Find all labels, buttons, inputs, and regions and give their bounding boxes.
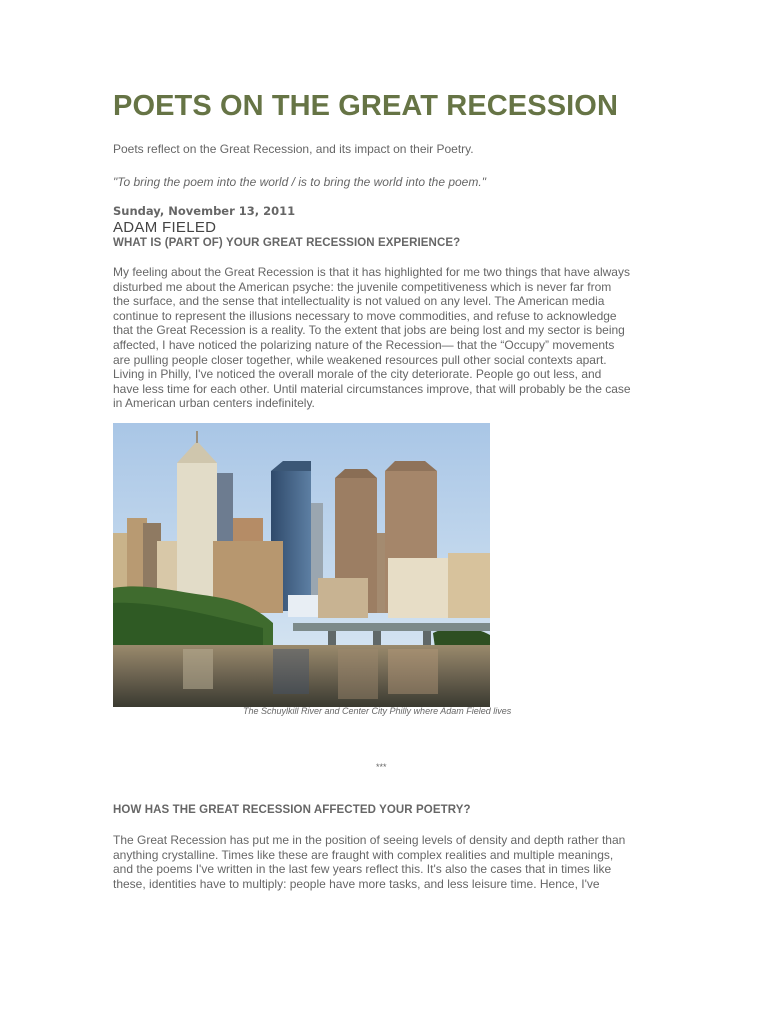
question-heading-2: HOW HAS THE GREAT RECESSION AFFECTED YOUR POETRY? bbox=[113, 804, 471, 816]
paragraph-line: the surface, and the sense that intellectuality is not valued on any level. The American media bbox=[113, 294, 605, 309]
skyline-photo[interactable] bbox=[113, 423, 490, 707]
paragraph-line: anything crystalline. Times like these are fraught with complex realities and multiple meanings, bbox=[113, 847, 614, 862]
post-title[interactable]: ADAM FIELED bbox=[113, 219, 217, 236]
paragraph-line: that the Great Recession is a reality. To the extent that jobs are being lost and my sector is being bbox=[113, 323, 625, 338]
paragraph-line: The Great Recession has put me in the position of seeing levels of density and depth rather than bbox=[113, 833, 626, 847]
paragraph-line: affected, I have noticed the polarizing nature of the Recession— that the “Occupy” movements bbox=[113, 337, 615, 352]
paragraph-line: in American urban centers indefinitely. bbox=[113, 396, 315, 411]
paragraph-line: continue to represent the illusions necessary to move commodities, and refuse to acknowledge bbox=[113, 308, 617, 323]
blog-description: Poets reflect on the Great Recession, and its impact on their Poetry. bbox=[113, 142, 474, 156]
answer-paragraph-1 bbox=[113, 265, 661, 411]
section-separator: *** bbox=[376, 762, 387, 772]
blog-quote: "To bring the poem into the world / is to bring the world into the poem." bbox=[113, 175, 486, 189]
blog-title[interactable]: POETS ON THE GREAT RECESSION bbox=[113, 90, 618, 122]
paragraph-line: Living in Philly, I've noticed the overall morale of the city deteriorate. People go out less, and bbox=[113, 367, 602, 382]
post-date: Sunday, November 13, 2011 bbox=[113, 204, 296, 218]
paragraph-line: have less time for each other. Until material circumstances improve, that will probably be the case bbox=[113, 381, 631, 396]
question-heading-1: WHAT IS (PART OF) YOUR GREAT RECESSION EXPERIENCE? bbox=[113, 237, 461, 249]
answer-paragraph-2 bbox=[113, 833, 661, 891]
photo-caption: The Schuylkill River and Center City Philly where Adam Fieled lives bbox=[243, 706, 512, 716]
paragraph-line: are pulling people closer together, while weakened resources pull other social contexts apart. bbox=[113, 352, 607, 367]
paragraph-line: and the poems I've written in the last few years reflect this. It's also the cases that in times like bbox=[113, 862, 612, 877]
paragraph-line: disturbed me about the American psyche: the juvenile competitiveness which is never far from bbox=[113, 279, 612, 294]
paragraph-line: these, identities have to multiply: people have more tasks, and less leisure time. Hence, I've bbox=[113, 876, 600, 891]
paragraph-line: My feeling about the Great Recession is that it has highlighted for me two things that have always bbox=[113, 265, 630, 279]
